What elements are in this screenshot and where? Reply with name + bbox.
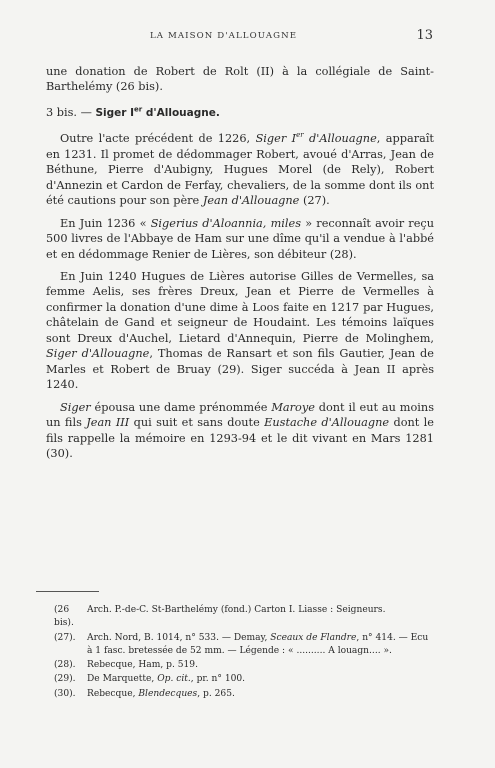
footnote	[54, 688, 430, 701]
person-name: Maroye	[271, 400, 315, 414]
paragraph-3: En Juin 1240 Hugues de Lières autorise Gilles de Vermelles, sa femme Aelis, ses frères Dreux, Jean et Pierre de Vermelles à confirmer la donation d'une dime à Loos faite en 1217 par Hugues, châtelain de Gand et seigneur de Houdaint. Les témoins laïques sont Dreux d'Auchel, Lietard d'Annequin, Pierre de Molinghem, Siger d'Allouagne, Thomas de Ransart et son fils Gautier, Jean de Marles et Robert de Bruay (29). Siger succéda à Jean II après 1240.	[46, 269, 434, 392]
footnote	[54, 673, 430, 686]
person-name: Eustache d'Allouagne	[264, 416, 390, 430]
latin-quote: Sigerius d'Aloannia, miles	[150, 216, 301, 230]
section-heading	[46, 105, 434, 121]
footnote-number: (28).	[54, 660, 76, 671]
footnote-number: (29).	[54, 674, 76, 685]
continuation-text: une donation de Robert de Rolt (II) à la collégiale de Saint-Barthelémy (26 bis).	[46, 65, 434, 94]
paragraph-continuation	[46, 64, 434, 95]
main-text	[46, 64, 434, 468]
footnote-text: Arch. Nord, B. 1014, n° 533. — Demay, Sceaux de Flandre, n° 414. — Ecu à 1 fasc. bretessée de 52 mm. — Légende : « .......... A louagn.... ».	[87, 632, 429, 656]
paragraph-4: Siger épousa une dame prénommée Maroye dont il eut au moins un fils Jean III qui suit et sans doute Eustache d'Allouagne dont le fils rappelle la mémoire en 1293-94 et le dit vivant en Mars 1281 (30).	[46, 400, 434, 460]
footnote-number: (30).	[54, 688, 76, 699]
section-number: 3 bis. —	[46, 105, 92, 119]
footnote-number: (27).	[54, 632, 76, 643]
footnote-number: (26 bis).	[54, 605, 74, 629]
person-name: Jean d'Allouagne	[202, 194, 300, 208]
footnote-text: De Marquette, Op. cit., pr. n° 100.	[87, 674, 246, 685]
running-head: LA MAISON D'ALLOUAGNE	[150, 31, 298, 41]
footnote	[54, 632, 430, 659]
person-name: Siger Ier d'Allouagne	[255, 131, 377, 146]
person-name: Jean III	[86, 416, 130, 430]
paragraph-2: En Juin 1236 « Sigerius d'Aloannia, miles » reconnaît avoir reçu 500 livres de l'Abbaye de Ham sur une dîme qu'il a vendue à l'abbé et en dédommage Renier de Lières, son débiteur (28).	[46, 216, 434, 261]
page-number: 13	[416, 28, 433, 43]
footnotes	[54, 604, 430, 702]
footnote	[54, 604, 430, 631]
page-header	[0, 29, 495, 45]
person-name: Siger	[60, 400, 91, 414]
section-title: Siger Ier d'Allouagne.	[95, 105, 220, 119]
footnote-text: Arch. P.-de-C. St-Barthelémy (fond.) Carton I. Liasse : Seigneurs.	[87, 605, 386, 615]
footnote	[54, 659, 430, 672]
footnote-rule	[36, 591, 99, 592]
footnote-text: Rebecque, Ham, p. 519.	[87, 660, 198, 671]
paragraph-1: Outre l'acte précédent de 1226, Siger Ier d'Allouagne, apparaît en 1231. Il promet de dédommager Robert, avoué d'Arras, Jean de Béthune, Pierre d'Aubigny, Hugues Morel (de Rely), Robert d'Annezin et Cardon de Ferfay, chevaliers, de la somme dont ils ont été cautions pour son père Jean d'Allouagne (27).	[46, 131, 434, 208]
person-name: Siger d'Allouagne	[46, 347, 150, 361]
footnote-text: Rebecque, Blendecques, p. 265.	[87, 688, 235, 699]
